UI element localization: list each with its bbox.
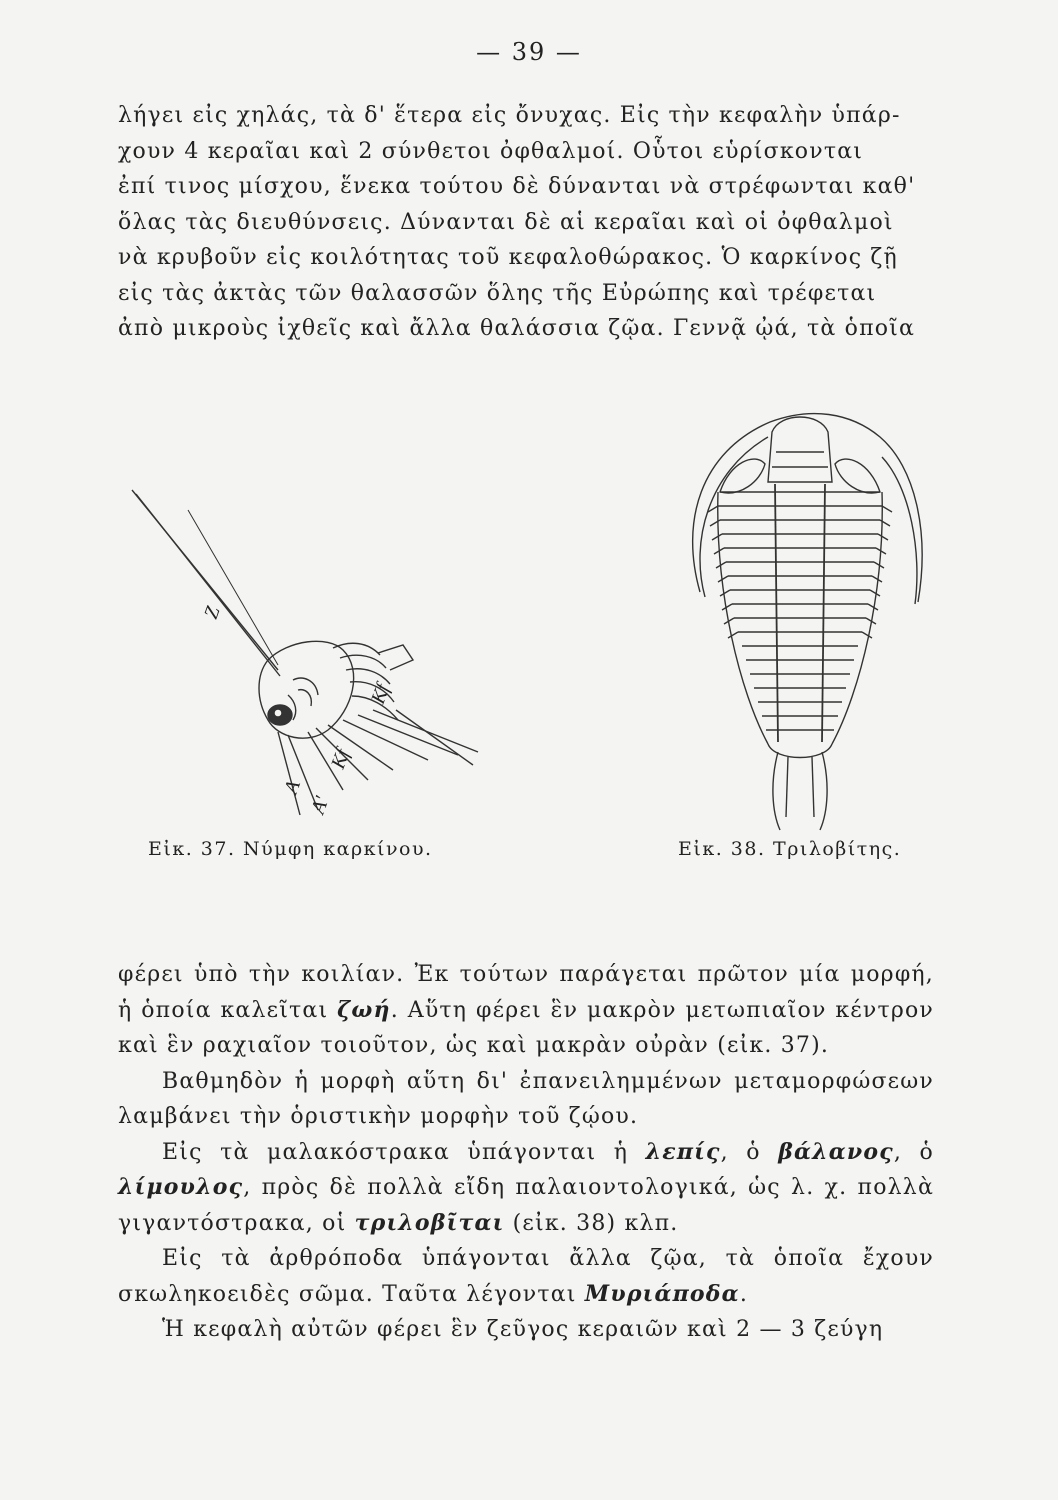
page-number: — 39 — (476, 38, 582, 66)
paragraph-arthropoda (118, 1241, 934, 1312)
text-line: ἐπί τινος μίσχου, ἕνεκα τούτου δὲ δύνανται νὰ στρέφωνται καθ' (118, 174, 916, 199)
term-myriapoda: Μυριάποδα (584, 1280, 740, 1307)
paragraph-zoea (118, 957, 934, 1064)
text-line: ὅλας τὰς διευθύνσεις. Δύνανται δὲ αἱ κεραῖαι καὶ οἱ ὀφθαλμοὶ (118, 209, 894, 235)
term-lepis: λεπίς (645, 1138, 721, 1165)
text-line: λήγει εἰς χηλάς, τὰ δ' ἕτερα εἰς ὄνυχας. Εἰς τὴν κεφαλὴν ὑπάρ- (118, 103, 901, 128)
label-a-prime: A' (307, 793, 334, 817)
text-span: , ὁ (893, 1139, 934, 1165)
text-line: εἰς τὰς ἀκτὰς τῶν θαλασσῶν ὅλης τῆς Εὐρώπης καὶ τρέφεται (118, 280, 877, 306)
term-trilobitai: τριλοβῖται (354, 1209, 505, 1236)
text-span: φέρει ὑπὸ τὴν κοιλίαν. Ἐκ τούτων παράγεται πρῶτον μία μορφή, ἡ ὁποία καλεῖται (118, 962, 934, 1023)
text-span: (εἰκ. 38) κλπ. (504, 1210, 679, 1236)
label-kf-2: Kf (327, 746, 355, 772)
paragraph-malacostraca (118, 1135, 934, 1242)
bottom-text (118, 957, 934, 1348)
text-span: . Αὕτη φέρει ἓν μακρὸν μετωπιαῖον κέντρον καὶ ἓν ραχιαῖον τοιοῦτον, ὡς καὶ μακρὰν οὐρὰν (εἰκ. 37). (118, 997, 934, 1058)
text-span: , πρὸς δὲ πολλὰ εἴδη παλαιοντολογικά, ὡς λ. χ. πολλὰ γιγαντόστρακα, οἱ (118, 1175, 934, 1236)
term-balanos: βάλανος (778, 1138, 894, 1165)
paragraph-head: Ἡ κεφαλὴ αὐτῶν φέρει ἓν ζεῦγος κεραιῶν καὶ 2 — 3 ζεύγη (162, 1317, 884, 1342)
figure-37-caption: Εἰκ. 37. Νύμφη καρκίνου. (148, 838, 433, 860)
text-line: χουν 4 κεραῖαι καὶ 2 σύνθετοι ὀφθαλμοί. Οὗτοι εὑρίσκονται (118, 138, 864, 164)
label-a: A (280, 777, 305, 797)
text-line: ἀπὸ μικροὺς ἰχθεῖς καὶ ἄλλα θαλάσσια ζῷα. Γεννᾷ ᾠά, τὰ ὁποῖα (118, 316, 916, 341)
term-zoe: ζωή (337, 996, 391, 1023)
text-span: , ὁ (720, 1139, 779, 1165)
label-kf-1: Kf (367, 681, 395, 707)
paragraph-metamorphosis: Βαθμηδὸν ἡ μορφὴ αὕτη δι' ἐπανειλημμένων μεταμορφώσεων λαμβάνει τὴν ὁριστικὴν μορφὴν τοῦ ζῴου. (118, 1068, 934, 1129)
trilobite-illustration (660, 392, 940, 832)
figure-38-caption: Εἰκ. 38. Τριλοβίτης. (678, 838, 902, 860)
text-span: Εἰς τὰ μαλακόστρακα ὑπάγονται ἡ (162, 1139, 646, 1165)
label-z: Z (200, 603, 225, 622)
text-line: νὰ κρυβοῦν εἰς κοιλότητας τοῦ κεφαλοθώρακος. Ὁ καρκίνος ζῇ (118, 245, 898, 270)
term-limoulos: λίμουλος (118, 1174, 244, 1200)
crab-larva-illustration (128, 470, 498, 830)
text-span: . (739, 1281, 749, 1307)
top-paragraph (118, 98, 934, 347)
text-span: Εἰς τὰ ἀρθρόποδα ὑπάγονται ἄλλα ζῷα, τὰ ὁποῖα ἔχουν σκωληκοειδὲς σῶμα. Ταῦτα λέγονται (118, 1246, 934, 1307)
